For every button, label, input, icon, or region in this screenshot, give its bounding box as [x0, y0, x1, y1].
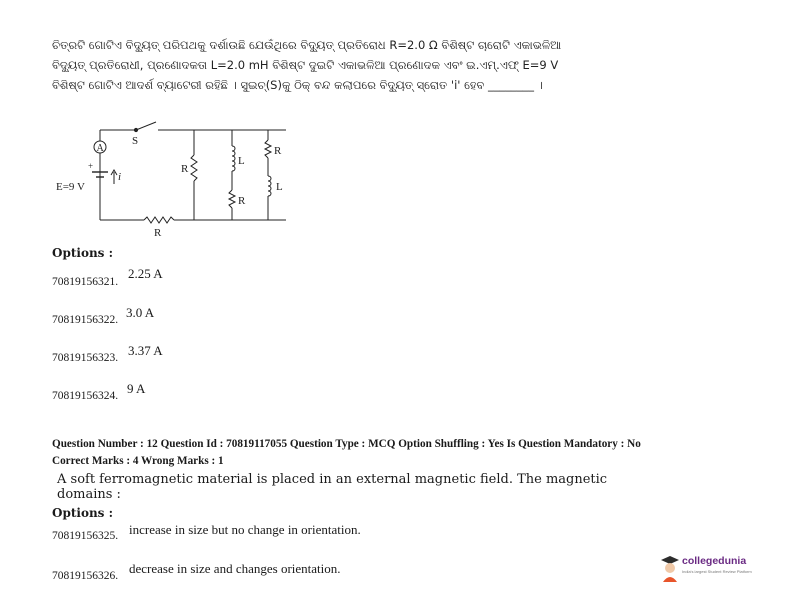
- option-id: 70819156322.: [52, 314, 119, 326]
- question-text-continued: domains :: [57, 487, 121, 502]
- switch-label: S: [132, 135, 139, 147]
- ammeter-label: A: [96, 143, 104, 154]
- option-value[interactable]: decrease in size and changes orientation.: [129, 561, 341, 576]
- option-id: 70819156325.: [52, 530, 119, 542]
- resistor-branch4: [265, 140, 271, 158]
- option-value[interactable]: 3.37 A: [128, 343, 163, 358]
- question-meta: Question Number : 12 Question Id : 70819117055 Question Type : MCQ Option Shuffling : Yes Is Question Mandatory : No: [52, 438, 641, 450]
- option-value[interactable]: 2.25 A: [128, 266, 163, 281]
- marks-meta: Correct Marks : 4 Wrong Marks : 1: [52, 455, 224, 467]
- brand-name: collegedunia: [682, 555, 747, 567]
- options-label-q1: Options :: [52, 246, 114, 260]
- question-text-line-3: ବିଶିଷ୍ଟ ଗୋଟିଏ ଆଦର୍ଶ ବ୍ୟାଟେରୀ ରହିଛି । ସୁଇଚ୍(S)କୁ ଠିକ୍ ବନ୍ଦ କଲାପରେ ବିଦ୍ୟୁତ୍ ସ୍ରୋତ 'i' ହେବ ________ ।: [52, 78, 543, 92]
- question-text-line-2: ବିଦ୍ୟୁତ୍ ପ୍ରତିରୋଧୀ, ପ୍ରଣୋଦକତା L=2.0 mH ବିଶିଷ୍ଟ ଦୁଇଟି ଏକାଭଳିଆ ପ୍ରଣୋଦକ ଏବଂ ଇ.ଏମ୍.ଏଫ୍ E=9 V: [52, 58, 559, 72]
- inductor-branch3: [232, 146, 235, 171]
- inductor-branch3-label: L: [238, 155, 245, 167]
- options-label-q2: Options :: [52, 506, 114, 520]
- resistor-branch3-label: R: [238, 195, 246, 207]
- switch-blade: [136, 122, 156, 130]
- question-text-line-1: ଚିତ୍ରଟି ଗୋଟିଏ ବିଦ୍ୟୁତ୍ ପରିପଥକୁ ଦର୍ଶାଉଛି ଯେଉଁଥିରେ ବିଦ୍ୟୁତ୍ ପ୍ରତିରୋଧ R=2.0 Ω ବିଶିଷ୍ଟ ଚାରୋଟି ଏକାଭଳିଆ: [52, 38, 562, 52]
- option-id: 70819156323.: [52, 352, 119, 364]
- option-value[interactable]: 9 A: [127, 381, 146, 396]
- battery-plus-label: +: [88, 161, 94, 171]
- brand-tagline: India's largest Student Review Platform: [682, 569, 752, 574]
- resistor-branch2-label: R: [181, 163, 189, 175]
- inductor-branch4-label: L: [276, 181, 283, 193]
- collegedunia-logo: [660, 552, 780, 586]
- graduate-icon: [660, 554, 680, 584]
- current-label: i: [118, 171, 122, 183]
- resistor-branch3: [229, 190, 235, 208]
- option-id: 70819156321.: [52, 276, 119, 288]
- circuit-diagram: [54, 120, 304, 242]
- resistor-branch2: [191, 155, 197, 181]
- emf-label: E=9 V: [56, 181, 85, 193]
- option-id: 70819156326.: [52, 570, 119, 582]
- resistor-bottom: [144, 217, 174, 223]
- option-value[interactable]: increase in size but no change in orientation.: [129, 522, 361, 537]
- inductor-branch4: [268, 176, 271, 196]
- option-id: 70819156324.: [52, 390, 119, 402]
- resistor-bottom-label: R: [154, 227, 162, 239]
- question-text: A soft ferromagnetic material is placed in an external magnetic field. The magnetic: [57, 472, 608, 487]
- option-value[interactable]: 3.0 A: [126, 305, 155, 320]
- resistor-branch4-label: R: [274, 145, 282, 157]
